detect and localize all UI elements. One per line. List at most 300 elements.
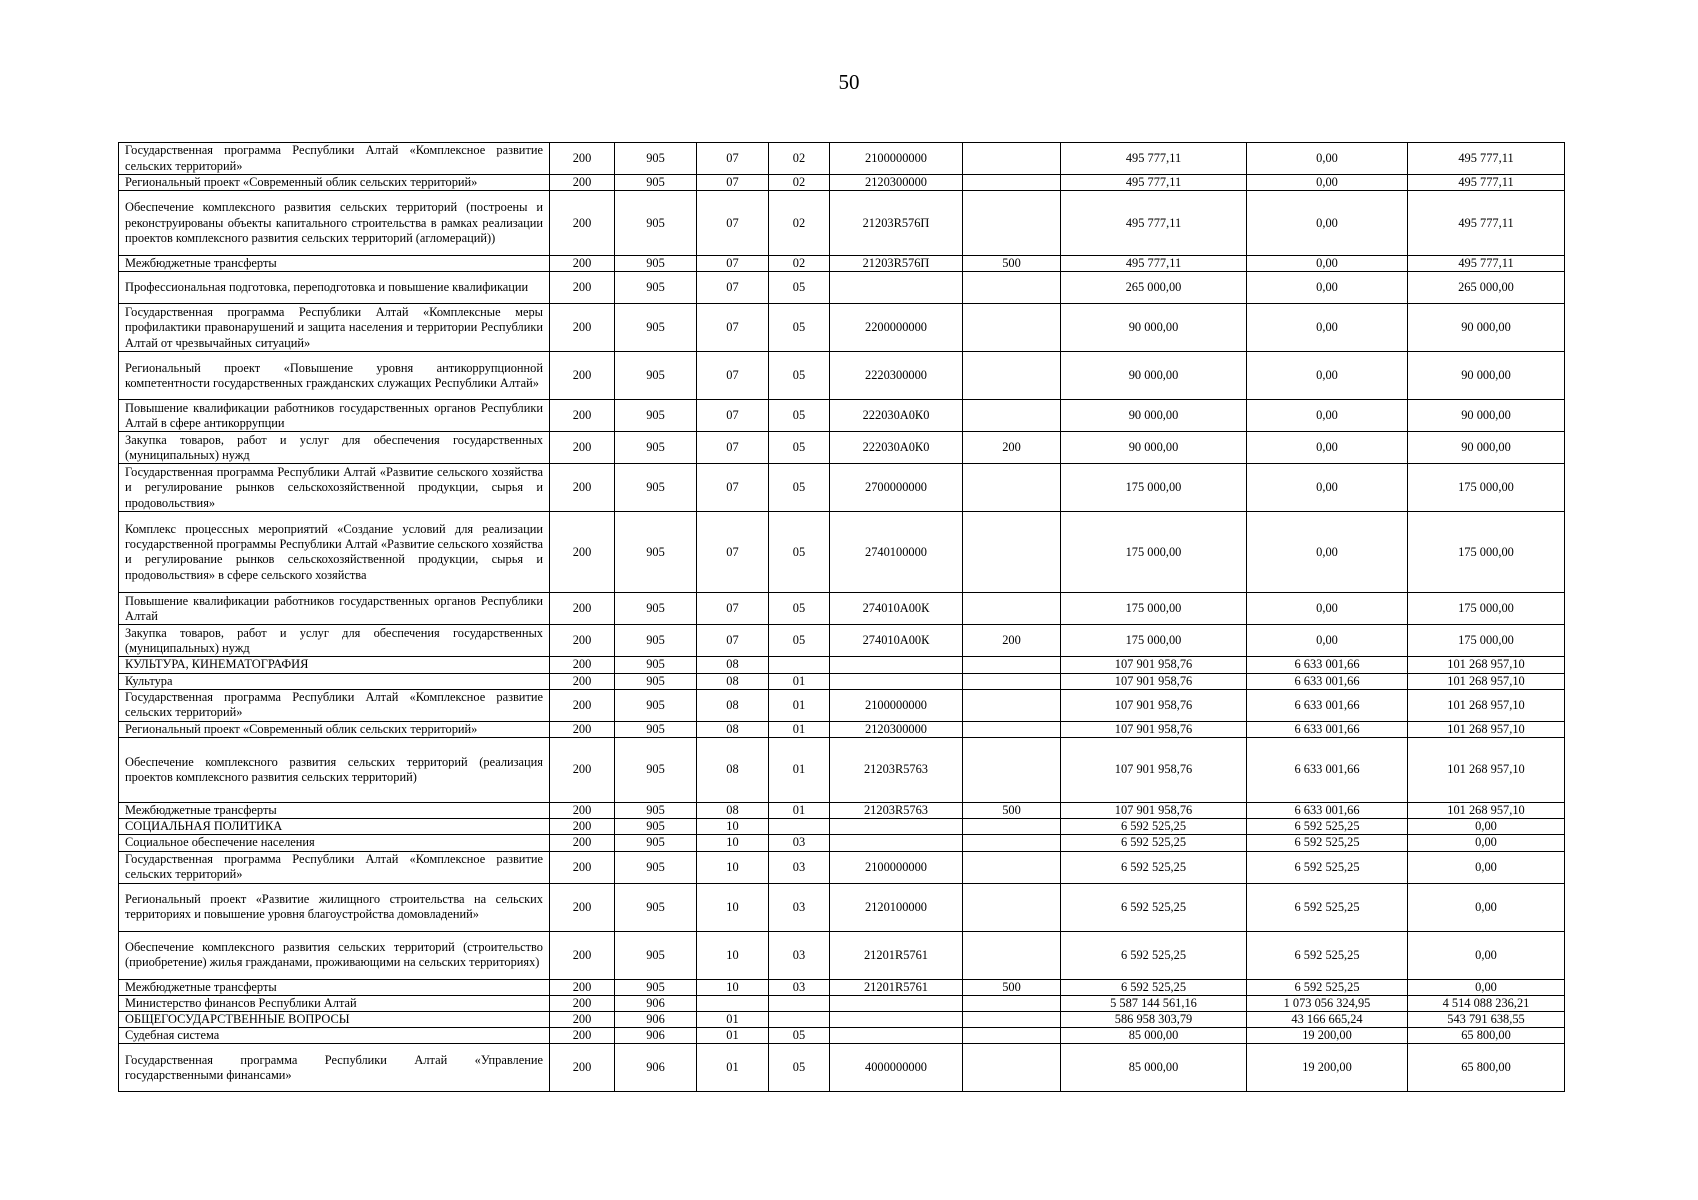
code-expense-type-cell [963,304,1061,352]
amount-total-cell: 6 592 525,25 [1061,835,1247,851]
code-expense-type-cell [963,352,1061,400]
row-name-cell: Региональный проект «Современный облик сельских территорий» [119,721,550,737]
code-admin-cell: 200 [550,689,615,721]
amount-federal-cell: 6 592 525,25 [1247,819,1408,835]
amount-regional-cell: 101 268 957,10 [1408,721,1565,737]
row-name-cell: Государственная программа Республики Алтай «Комплексное развитие сельских территорий» [119,689,550,721]
row-name-cell: Социальное обеспечение населения [119,835,550,851]
amount-federal-cell: 6 592 525,25 [1247,883,1408,931]
code-target-article-cell: 21201R5761 [830,931,963,979]
code-subsection-cell: 05 [769,464,830,512]
amount-total-cell: 85 000,00 [1061,1028,1247,1044]
code-section-cell: 10 [697,979,769,995]
code-expense-type-cell: 200 [963,432,1061,464]
row-name-cell: Закупка товаров, работ и услуг для обеспечения государственных (муниципальных) нужд [119,432,550,464]
code-ministry-cell: 906 [615,1044,697,1092]
code-subsection-cell: 05 [769,272,830,304]
code-expense-type-cell [963,851,1061,883]
code-ministry-cell: 905 [615,721,697,737]
row-name-cell: Культура [119,673,550,689]
code-target-article-cell: 21201R5761 [830,979,963,995]
row-name-cell: Региональный проект «Современный облик сельских территорий» [119,175,550,191]
amount-federal-cell: 6 633 001,66 [1247,657,1408,673]
code-subsection-cell [769,995,830,1011]
amount-regional-cell: 90 000,00 [1408,352,1565,400]
amount-total-cell: 107 901 958,76 [1061,803,1247,819]
code-target-article-cell [830,1028,963,1044]
amount-federal-cell: 6 592 525,25 [1247,851,1408,883]
code-target-article-cell: 2740100000 [830,512,963,593]
code-subsection-cell [769,657,830,673]
row-name-cell: Государственная программа Республики Алтай «Комплексное развитие сельских территорий» [119,143,550,175]
amount-regional-cell: 0,00 [1408,819,1565,835]
amount-federal-cell: 0,00 [1247,256,1408,272]
code-admin-cell: 200 [550,191,615,256]
row-name-cell: Обеспечение комплексного развития сельских территорий (строительство (приобретение) жилья гражданами, проживающими на сельских территориях) [119,931,550,979]
code-subsection-cell: 01 [769,673,830,689]
code-admin-cell: 200 [550,835,615,851]
amount-regional-cell: 65 800,00 [1408,1028,1565,1044]
table-body [119,143,1565,1092]
code-expense-type-cell: 500 [963,256,1061,272]
code-admin-cell: 200 [550,272,615,304]
code-subsection-cell: 05 [769,512,830,593]
table-row [119,464,1565,512]
code-target-article-cell: 2100000000 [830,851,963,883]
amount-total-cell: 107 901 958,76 [1061,689,1247,721]
code-expense-type-cell [963,819,1061,835]
code-target-article-cell: 2120300000 [830,721,963,737]
code-target-article-cell [830,835,963,851]
code-expense-type-cell [963,673,1061,689]
code-expense-type-cell [963,143,1061,175]
code-section-cell [697,995,769,1011]
code-target-article-cell: 2700000000 [830,464,963,512]
code-ministry-cell: 905 [615,673,697,689]
code-target-article-cell: 2220300000 [830,352,963,400]
amount-total-cell: 107 901 958,76 [1061,738,1247,803]
code-ministry-cell: 905 [615,835,697,851]
table-row [119,931,1565,979]
code-section-cell: 07 [697,432,769,464]
table-row [119,721,1565,737]
code-subsection-cell: 02 [769,191,830,256]
code-subsection-cell: 03 [769,931,830,979]
code-ministry-cell: 905 [615,175,697,191]
row-name-cell: Межбюджетные трансферты [119,256,550,272]
code-target-article-cell [830,819,963,835]
amount-regional-cell: 265 000,00 [1408,272,1565,304]
code-ministry-cell: 905 [615,304,697,352]
amount-regional-cell: 90 000,00 [1408,432,1565,464]
row-name-cell: Обеспечение комплексного развития сельских территорий (построены и реконструированы объекты капитального строительства в рамках реализации проектов комплексного развития сельских территорий (агломераций)) [119,191,550,256]
code-section-cell: 10 [697,819,769,835]
amount-regional-cell: 90 000,00 [1408,304,1565,352]
row-name-cell: Государственная программа Республики Алтай «Развитие сельского хозяйства и регулирование рынков сельскохозяйственной продукции, сырья и продовольствия» [119,464,550,512]
code-section-cell: 07 [697,143,769,175]
amount-regional-cell: 0,00 [1408,835,1565,851]
code-ministry-cell: 905 [615,191,697,256]
code-ministry-cell: 905 [615,931,697,979]
code-target-article-cell [830,673,963,689]
code-subsection-cell [769,819,830,835]
code-target-article-cell: 4000000000 [830,1044,963,1092]
code-section-cell: 07 [697,272,769,304]
amount-federal-cell: 6 633 001,66 [1247,721,1408,737]
code-section-cell: 10 [697,931,769,979]
code-expense-type-cell [963,272,1061,304]
code-target-article-cell: 2120300000 [830,175,963,191]
amount-federal-cell: 6 633 001,66 [1247,689,1408,721]
code-admin-cell: 200 [550,256,615,272]
amount-regional-cell: 101 268 957,10 [1408,657,1565,673]
amount-regional-cell: 0,00 [1408,851,1565,883]
amount-total-cell: 175 000,00 [1061,625,1247,657]
code-subsection-cell: 05 [769,1028,830,1044]
code-expense-type-cell [963,464,1061,512]
code-admin-cell: 200 [550,432,615,464]
code-subsection-cell: 05 [769,304,830,352]
amount-regional-cell: 175 000,00 [1408,464,1565,512]
code-target-article-cell: 274010А00К [830,593,963,625]
code-ministry-cell: 906 [615,995,697,1011]
code-section-cell: 08 [697,803,769,819]
code-subsection-cell: 05 [769,1044,830,1092]
code-expense-type-cell [963,721,1061,737]
table-row [119,673,1565,689]
amount-total-cell: 107 901 958,76 [1061,657,1247,673]
row-name-cell: Государственная программа Республики Алтай «Комплексные меры профилактики правонарушений и защита населения и территории Республики Алтай от чрезвычайных ситуаций» [119,304,550,352]
amount-regional-cell: 65 800,00 [1408,1044,1565,1092]
code-subsection-cell: 02 [769,256,830,272]
code-admin-cell: 200 [550,803,615,819]
amount-federal-cell: 0,00 [1247,143,1408,175]
table-row [119,272,1565,304]
amount-federal-cell: 19 200,00 [1247,1044,1408,1092]
amount-federal-cell: 0,00 [1247,304,1408,352]
code-section-cell: 01 [697,1044,769,1092]
code-admin-cell: 200 [550,1044,615,1092]
amount-federal-cell: 19 200,00 [1247,1028,1408,1044]
table-row [119,835,1565,851]
amount-regional-cell: 495 777,11 [1408,175,1565,191]
amount-total-cell: 6 592 525,25 [1061,979,1247,995]
table-row [119,883,1565,931]
code-ministry-cell: 905 [615,400,697,432]
amount-federal-cell: 1 073 056 324,95 [1247,995,1408,1011]
amount-total-cell: 495 777,11 [1061,143,1247,175]
code-admin-cell: 200 [550,883,615,931]
code-admin-cell: 200 [550,304,615,352]
code-target-article-cell: 21203R5763 [830,803,963,819]
amount-regional-cell: 495 777,11 [1408,143,1565,175]
code-target-article-cell: 222030А0К0 [830,400,963,432]
code-section-cell: 07 [697,352,769,400]
code-section-cell: 08 [697,673,769,689]
amount-total-cell: 90 000,00 [1061,432,1247,464]
amount-total-cell: 107 901 958,76 [1061,673,1247,689]
code-subsection-cell: 03 [769,979,830,995]
code-target-article-cell: 2100000000 [830,689,963,721]
code-expense-type-cell [963,657,1061,673]
code-expense-type-cell: 500 [963,979,1061,995]
code-admin-cell: 200 [550,657,615,673]
code-expense-type-cell [963,175,1061,191]
code-target-article-cell: 274010А00К [830,625,963,657]
amount-total-cell: 495 777,11 [1061,256,1247,272]
table-row [119,738,1565,803]
row-name-cell: Закупка товаров, работ и услуг для обеспечения государственных (муниципальных) нужд [119,625,550,657]
row-name-cell: Межбюджетные трансферты [119,803,550,819]
amount-federal-cell: 6 633 001,66 [1247,673,1408,689]
code-admin-cell: 200 [550,931,615,979]
code-target-article-cell: 2100000000 [830,143,963,175]
row-name-cell: Государственная программа Республики Алтай «Комплексное развитие сельских территорий» [119,851,550,883]
amount-regional-cell: 101 268 957,10 [1408,673,1565,689]
row-name-cell: Повышение квалификации работников государственных органов Республики Алтай в сфере антикоррупции [119,400,550,432]
code-ministry-cell: 905 [615,143,697,175]
table-row [119,400,1565,432]
amount-federal-cell: 0,00 [1247,175,1408,191]
code-admin-cell: 200 [550,625,615,657]
amount-regional-cell: 175 000,00 [1408,512,1565,593]
code-admin-cell: 200 [550,464,615,512]
code-subsection-cell: 05 [769,593,830,625]
amount-total-cell: 6 592 525,25 [1061,883,1247,931]
amount-regional-cell: 543 791 638,55 [1408,1012,1565,1028]
table-row [119,803,1565,819]
amount-total-cell: 175 000,00 [1061,593,1247,625]
code-admin-cell: 200 [550,143,615,175]
table-row [119,625,1565,657]
code-admin-cell: 200 [550,819,615,835]
code-subsection-cell: 01 [769,689,830,721]
amount-regional-cell: 495 777,11 [1408,256,1565,272]
code-admin-cell: 200 [550,352,615,400]
amount-federal-cell: 0,00 [1247,191,1408,256]
amount-regional-cell: 90 000,00 [1408,400,1565,432]
row-name-cell: Обеспечение комплексного развития сельских территорий (реализация проектов комплексного развития сельских территорий) [119,738,550,803]
code-target-article-cell: 21203R576П [830,256,963,272]
code-admin-cell: 200 [550,995,615,1011]
code-admin-cell: 200 [550,1012,615,1028]
table-row [119,851,1565,883]
code-section-cell: 07 [697,304,769,352]
amount-federal-cell: 6 592 525,25 [1247,931,1408,979]
code-ministry-cell: 905 [615,851,697,883]
amount-total-cell: 495 777,11 [1061,191,1247,256]
code-subsection-cell: 03 [769,835,830,851]
amount-regional-cell: 175 000,00 [1408,593,1565,625]
code-expense-type-cell [963,400,1061,432]
code-expense-type-cell [963,835,1061,851]
table-row [119,995,1565,1011]
code-expense-type-cell [963,995,1061,1011]
code-expense-type-cell [963,738,1061,803]
amount-total-cell: 6 592 525,25 [1061,819,1247,835]
code-ministry-cell: 905 [615,625,697,657]
code-admin-cell: 200 [550,673,615,689]
code-section-cell: 08 [697,721,769,737]
code-subsection-cell: 03 [769,851,830,883]
amount-regional-cell: 495 777,11 [1408,191,1565,256]
code-ministry-cell: 905 [615,593,697,625]
table-row [119,256,1565,272]
code-section-cell: 07 [697,625,769,657]
amount-total-cell: 90 000,00 [1061,400,1247,432]
code-subsection-cell: 01 [769,803,830,819]
code-section-cell: 07 [697,256,769,272]
code-admin-cell: 200 [550,593,615,625]
code-subsection-cell: 02 [769,143,830,175]
row-name-cell: Профессиональная подготовка, переподготовка и повышение квалификации [119,272,550,304]
table-row [119,512,1565,593]
amount-regional-cell: 101 268 957,10 [1408,689,1565,721]
row-name-cell: Межбюджетные трансферты [119,979,550,995]
table-row [119,432,1565,464]
code-expense-type-cell [963,1044,1061,1092]
code-section-cell: 01 [697,1028,769,1044]
amount-total-cell: 85 000,00 [1061,1044,1247,1092]
code-ministry-cell: 905 [615,256,697,272]
code-section-cell: 08 [697,657,769,673]
code-expense-type-cell [963,883,1061,931]
amount-regional-cell: 4 514 088 236,21 [1408,995,1565,1011]
code-subsection-cell: 03 [769,883,830,931]
code-ministry-cell: 905 [615,657,697,673]
code-ministry-cell: 905 [615,979,697,995]
row-name-cell: Региональный проект «Развитие жилищного строительства на сельских территориях и повышение уровня благоустройства домовладений» [119,883,550,931]
amount-federal-cell: 0,00 [1247,593,1408,625]
code-expense-type-cell [963,1028,1061,1044]
row-name-cell: КУЛЬТУРА, КИНЕМАТОГРАФИЯ [119,657,550,673]
code-target-article-cell [830,657,963,673]
code-ministry-cell: 905 [615,512,697,593]
code-target-article-cell: 222030А0К0 [830,432,963,464]
code-admin-cell: 200 [550,979,615,995]
row-name-cell: Судебная система [119,1028,550,1044]
code-admin-cell: 200 [550,721,615,737]
amount-federal-cell: 0,00 [1247,400,1408,432]
amount-total-cell: 107 901 958,76 [1061,721,1247,737]
amount-federal-cell: 0,00 [1247,352,1408,400]
code-ministry-cell: 905 [615,738,697,803]
code-section-cell: 10 [697,851,769,883]
code-admin-cell: 200 [550,851,615,883]
table-row [119,689,1565,721]
table-row [119,593,1565,625]
amount-total-cell: 175 000,00 [1061,512,1247,593]
amount-total-cell: 175 000,00 [1061,464,1247,512]
code-expense-type-cell [963,1012,1061,1028]
table-row [119,175,1565,191]
amount-regional-cell: 0,00 [1408,979,1565,995]
amount-total-cell: 495 777,11 [1061,175,1247,191]
amount-federal-cell: 6 633 001,66 [1247,803,1408,819]
code-ministry-cell: 906 [615,1012,697,1028]
code-ministry-cell: 906 [615,1028,697,1044]
amount-federal-cell: 6 592 525,25 [1247,979,1408,995]
code-subsection-cell: 05 [769,400,830,432]
code-ministry-cell: 905 [615,803,697,819]
code-section-cell: 07 [697,464,769,512]
code-section-cell: 07 [697,191,769,256]
table-row [119,1044,1565,1092]
row-name-cell: Региональный проект «Повышение уровня антикоррупционной компетентности государственных гражданских служащих Республики Алтай» [119,352,550,400]
table-row [119,143,1565,175]
code-admin-cell: 200 [550,175,615,191]
code-section-cell: 08 [697,689,769,721]
code-section-cell: 07 [697,593,769,625]
amount-federal-cell: 0,00 [1247,272,1408,304]
amount-total-cell: 90 000,00 [1061,352,1247,400]
table-row [119,304,1565,352]
code-section-cell: 01 [697,1012,769,1028]
row-name-cell: СОЦИАЛЬНАЯ ПОЛИТИКА [119,819,550,835]
table-row [119,191,1565,256]
code-ministry-cell: 905 [615,352,697,400]
code-expense-type-cell [963,512,1061,593]
code-expense-type-cell [963,931,1061,979]
table-row [119,657,1565,673]
code-subsection-cell: 02 [769,175,830,191]
code-section-cell: 07 [697,400,769,432]
code-ministry-cell: 905 [615,272,697,304]
amount-federal-cell: 0,00 [1247,464,1408,512]
code-target-article-cell: 21203R5763 [830,738,963,803]
code-subsection-cell: 05 [769,432,830,464]
amount-regional-cell: 0,00 [1408,883,1565,931]
amount-regional-cell: 101 268 957,10 [1408,738,1565,803]
code-target-article-cell: 21203R576П [830,191,963,256]
code-subsection-cell: 01 [769,738,830,803]
table-row [119,819,1565,835]
code-subsection-cell: 05 [769,352,830,400]
code-ministry-cell: 905 [615,432,697,464]
code-ministry-cell: 905 [615,464,697,512]
amount-total-cell: 90 000,00 [1061,304,1247,352]
row-name-cell: Комплекс процессных мероприятий «Создание условий для реализации государственной программы Республики Алтай «Развитие сельского хозяйства и регулирование рынков сельскохозяйственной продукции, сырья и продовольствия» в сфере сельского хозяйства [119,512,550,593]
amount-total-cell: 265 000,00 [1061,272,1247,304]
code-ministry-cell: 905 [615,883,697,931]
code-subsection-cell: 05 [769,625,830,657]
code-expense-type-cell [963,689,1061,721]
table-row [119,1028,1565,1044]
amount-total-cell: 6 592 525,25 [1061,931,1247,979]
row-name-cell: Повышение квалификации работников государственных органов Республики Алтай [119,593,550,625]
amount-federal-cell: 0,00 [1247,625,1408,657]
amount-federal-cell: 0,00 [1247,432,1408,464]
code-section-cell: 07 [697,512,769,593]
code-ministry-cell: 905 [615,819,697,835]
code-admin-cell: 200 [550,738,615,803]
code-target-article-cell [830,995,963,1011]
code-section-cell: 08 [697,738,769,803]
amount-federal-cell: 6 592 525,25 [1247,835,1408,851]
budget-table [118,142,1565,1092]
amount-total-cell: 6 592 525,25 [1061,851,1247,883]
code-section-cell: 10 [697,835,769,851]
code-subsection-cell [769,1012,830,1028]
code-target-article-cell [830,1012,963,1028]
code-target-article-cell: 2200000000 [830,304,963,352]
amount-regional-cell: 175 000,00 [1408,625,1565,657]
code-section-cell: 07 [697,175,769,191]
amount-total-cell: 5 587 144 561,16 [1061,995,1247,1011]
code-target-article-cell [830,272,963,304]
amount-federal-cell: 43 166 665,24 [1247,1012,1408,1028]
row-name-cell: Государственная программа Республики Алтай «Управление государственными финансами» [119,1044,550,1092]
